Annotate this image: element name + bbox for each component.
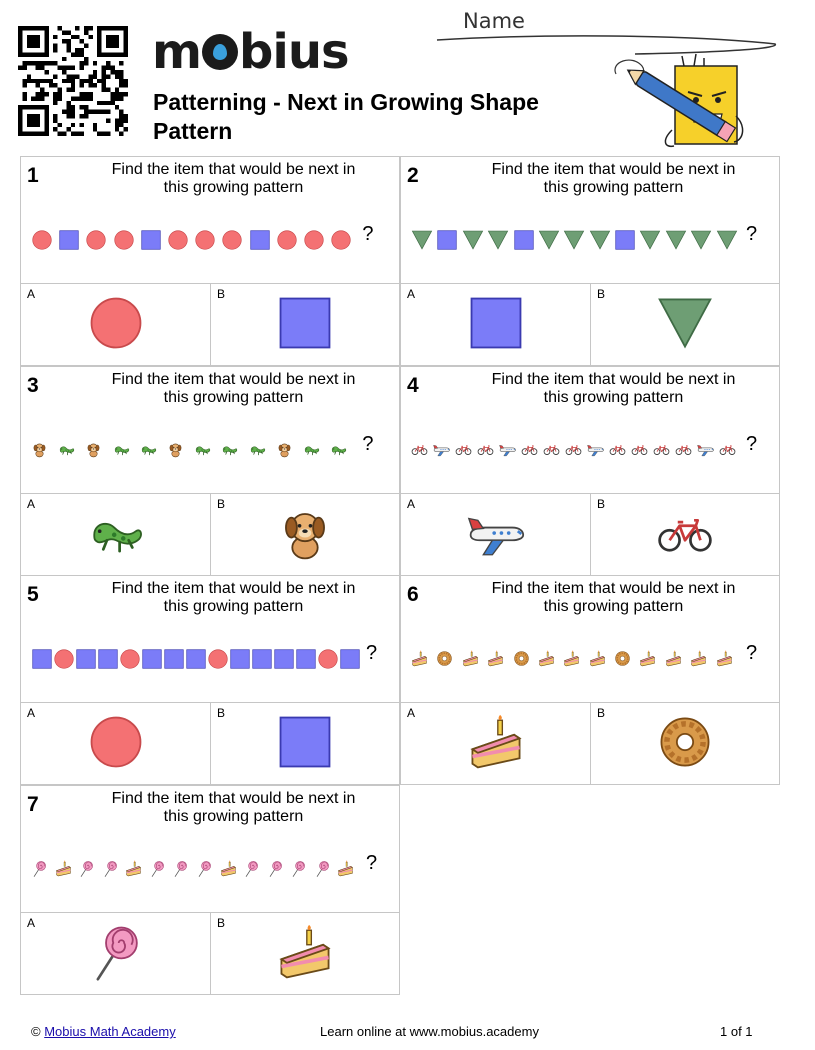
sequence-item-square-icon [436,229,458,251]
sequence-item-donut-icon [436,650,453,667]
sequence-item-square-icon [251,648,273,670]
sequence-item-donut-icon [614,650,631,667]
mobius-academy-link[interactable]: Mobius Math Academy [44,1024,176,1039]
problem-7 [20,785,400,995]
pattern-sequence [411,433,771,467]
problem-prompt: Find the item that would be next in this growing pattern [111,580,356,615]
sequence-item-circle-icon [221,229,243,251]
sequence-item-bike-icon [631,441,648,458]
sequence-item-square-icon [31,648,53,670]
problem-number: 2 [407,164,419,187]
problem-number: 5 [27,583,39,606]
sequence-item-lollipop-icon [267,860,284,877]
sequence-item-square-icon [273,648,295,670]
sequence-item-triangle-icon [563,229,585,251]
sequence-item-bike-icon [455,441,472,458]
option-circle-icon [87,713,145,771]
sequence-item-square-icon [614,229,636,251]
option-a[interactable] [21,912,211,994]
problem-number: 3 [27,373,39,397]
option-bike-icon [656,504,714,562]
option-b[interactable] [211,912,399,994]
pattern-sequence [31,433,391,467]
option-plane-icon [467,504,525,562]
sequence-item-triangle-icon [589,229,611,251]
option-b[interactable] [591,702,779,784]
option-b[interactable] [211,702,399,784]
sequence-item-square-icon [58,229,80,251]
sequence-item-square-icon [163,648,185,670]
sequence-item-cake-icon [411,650,428,667]
qr-code [18,26,128,136]
option-a[interactable] [21,493,211,575]
sequence-item-cake-icon [563,650,580,667]
sequence-item-circle-icon [194,229,216,251]
sequence-item-lollipop-icon [196,860,213,877]
question-mark: ? [362,432,374,455]
problem-4 [400,366,780,576]
sequence-item-triangle-icon [665,229,687,251]
sequence-item-triangle-icon [690,229,712,251]
footer-website: Learn online at www.mobius.academy [320,1024,539,1039]
question-mark: ? [366,642,378,664]
copyright-symbol: © [31,1024,41,1039]
sequence-item-dog-icon [276,441,293,458]
sequence-item-circle-icon [167,229,189,251]
option-circle-icon [87,294,145,352]
sequence-item-lollipop-icon [149,860,166,877]
problem-6 [400,575,780,785]
pattern-sequence [31,852,391,886]
mascot-with-pencil-icon [612,44,752,154]
footer-copyright [31,1024,176,1039]
sequence-item-cake-icon [665,650,682,667]
sequence-item-bike-icon [609,441,626,458]
option-a[interactable] [401,702,591,784]
option-a[interactable] [21,702,211,784]
sequence-item-cake-icon [690,650,707,667]
sequence-item-circle-icon [119,648,141,670]
option-label: B [217,287,226,301]
option-dog-icon [276,504,334,562]
sequence-item-plane-icon [433,441,450,458]
sequence-item-cake-icon [125,860,142,877]
problem-prompt: Find the item that would be next in this growing pattern [491,161,736,196]
sequence-item-circle-icon [31,229,53,251]
sequence-item-circle-icon [85,229,107,251]
sequence-item-square-icon [185,648,207,670]
option-a[interactable] [401,283,591,365]
problem-3 [20,366,400,576]
pattern-sequence [411,642,771,676]
option-square-icon [467,294,525,352]
option-label: B [217,706,226,720]
sequence-item-bike-icon [565,441,582,458]
option-label: B [217,496,226,511]
option-a[interactable] [21,283,211,365]
sequence-item-cake-icon [538,650,555,667]
option-triangle-icon [656,294,714,352]
mobius-logo: m bius [152,24,349,80]
sequence-item-lizard-icon [113,441,130,458]
option-square-icon [276,294,334,352]
sequence-item-triangle-icon [716,229,738,251]
sequence-item-circle-icon [53,648,75,670]
sequence-item-triangle-icon [487,229,509,251]
option-b[interactable] [211,283,399,365]
question-mark: ? [746,432,758,455]
option-a[interactable] [401,493,591,575]
logo-drop-icon [202,34,238,70]
option-label: A [27,706,36,720]
pattern-sequence [411,223,771,257]
sequence-item-dog-icon [85,441,102,458]
option-label: A [407,287,416,301]
sequence-item-square-icon [339,648,361,670]
sequence-item-cake-icon [55,860,72,877]
option-b[interactable] [591,493,779,575]
sequence-item-donut-icon [513,650,530,667]
problem-2 [400,156,780,366]
sequence-item-lollipop-icon [290,860,307,877]
sequence-item-square-icon [295,648,317,670]
question-mark: ? [746,642,758,664]
option-donut-icon [656,713,714,771]
pattern-sequence [31,223,391,257]
sequence-item-circle-icon [276,229,298,251]
sequence-item-lizard-icon [330,441,347,458]
sequence-item-plane-icon [697,441,714,458]
option-label: B [597,706,606,720]
sequence-item-lizard-icon [221,441,238,458]
worksheet-title: Patterning - Next in Growing Shape Pattern [153,89,539,144]
option-label: B [597,287,606,301]
option-b[interactable] [591,283,779,365]
sequence-item-circle-icon [303,229,325,251]
sequence-item-plane-icon [499,441,516,458]
sequence-item-cake-icon [462,650,479,667]
sequence-item-bike-icon [543,441,560,458]
sequence-item-square-icon [141,648,163,670]
sequence-item-cake-icon [589,650,606,667]
problem-number: 6 [407,583,419,606]
problem-number: 7 [27,792,39,816]
footer-page-number: 1 of 1 [720,1024,753,1039]
option-cake-icon [467,713,525,771]
pattern-sequence [31,642,391,676]
sequence-item-lollipop-icon [31,860,48,877]
name-label: Name [463,9,525,33]
sequence-item-square-icon [249,229,271,251]
option-cake-icon [276,923,334,981]
sequence-item-bike-icon [675,441,692,458]
sequence-item-cake-icon [487,650,504,667]
sequence-item-dog-icon [31,441,48,458]
sequence-item-lizard-icon [140,441,157,458]
sequence-item-bike-icon [411,441,428,458]
sequence-item-cake-icon [716,650,733,667]
sequence-item-triangle-icon [538,229,560,251]
problem-5 [20,575,400,785]
question-mark: ? [746,223,758,245]
sequence-item-bike-icon [477,441,494,458]
option-label: B [597,496,606,511]
problem-1 [20,156,400,366]
problem-prompt: Find the item that would be next in this growing pattern [111,370,356,406]
sequence-item-lizard-icon [249,441,266,458]
sequence-item-cake-icon [220,860,237,877]
sequence-item-circle-icon [317,648,339,670]
question-mark: ? [362,223,374,245]
sequence-item-triangle-icon [462,229,484,251]
problem-prompt: Find the item that would be next in this growing pattern [491,370,736,406]
option-label: A [27,496,36,511]
option-square-icon [276,713,334,771]
option-label: A [27,915,36,930]
option-label: A [27,287,36,301]
sequence-item-lizard-icon [194,441,211,458]
sequence-item-lollipop-icon [243,860,260,877]
problem-prompt: Find the item that would be next in this growing pattern [491,580,736,615]
sequence-item-bike-icon [719,441,736,458]
sequence-item-plane-icon [587,441,604,458]
sequence-item-lollipop-icon [78,860,95,877]
sequence-item-square-icon [75,648,97,670]
sequence-item-triangle-icon [411,229,433,251]
sequence-item-circle-icon [113,229,135,251]
sequence-item-triangle-icon [639,229,661,251]
sequence-item-bike-icon [653,441,670,458]
problem-number: 1 [27,164,39,187]
sequence-item-square-icon [97,648,119,670]
sequence-item-lizard-icon [303,441,320,458]
sequence-item-lollipop-icon [172,860,189,877]
sequence-item-cake-icon [639,650,656,667]
option-label: A [407,706,416,720]
sequence-item-square-icon [229,648,251,670]
problem-prompt: Find the item that would be next in this growing pattern [111,161,356,196]
option-label: A [407,496,416,511]
option-lollipop-icon [87,923,145,981]
sequence-item-bike-icon [521,441,538,458]
sequence-item-cake-icon [337,860,354,877]
sequence-item-circle-icon [330,229,352,251]
sequence-item-lizard-icon [58,441,75,458]
question-mark: ? [366,851,378,874]
sequence-item-lollipop-icon [314,860,331,877]
option-label: B [217,915,226,930]
sequence-item-lollipop-icon [102,860,119,877]
sequence-item-circle-icon [207,648,229,670]
problem-number: 4 [407,373,419,397]
problem-prompt: Find the item that would be next in this growing pattern [111,789,356,825]
sequence-item-dog-icon [167,441,184,458]
option-b[interactable] [211,493,399,575]
sequence-item-square-icon [140,229,162,251]
option-lizard-icon [87,504,145,562]
sequence-item-square-icon [513,229,535,251]
